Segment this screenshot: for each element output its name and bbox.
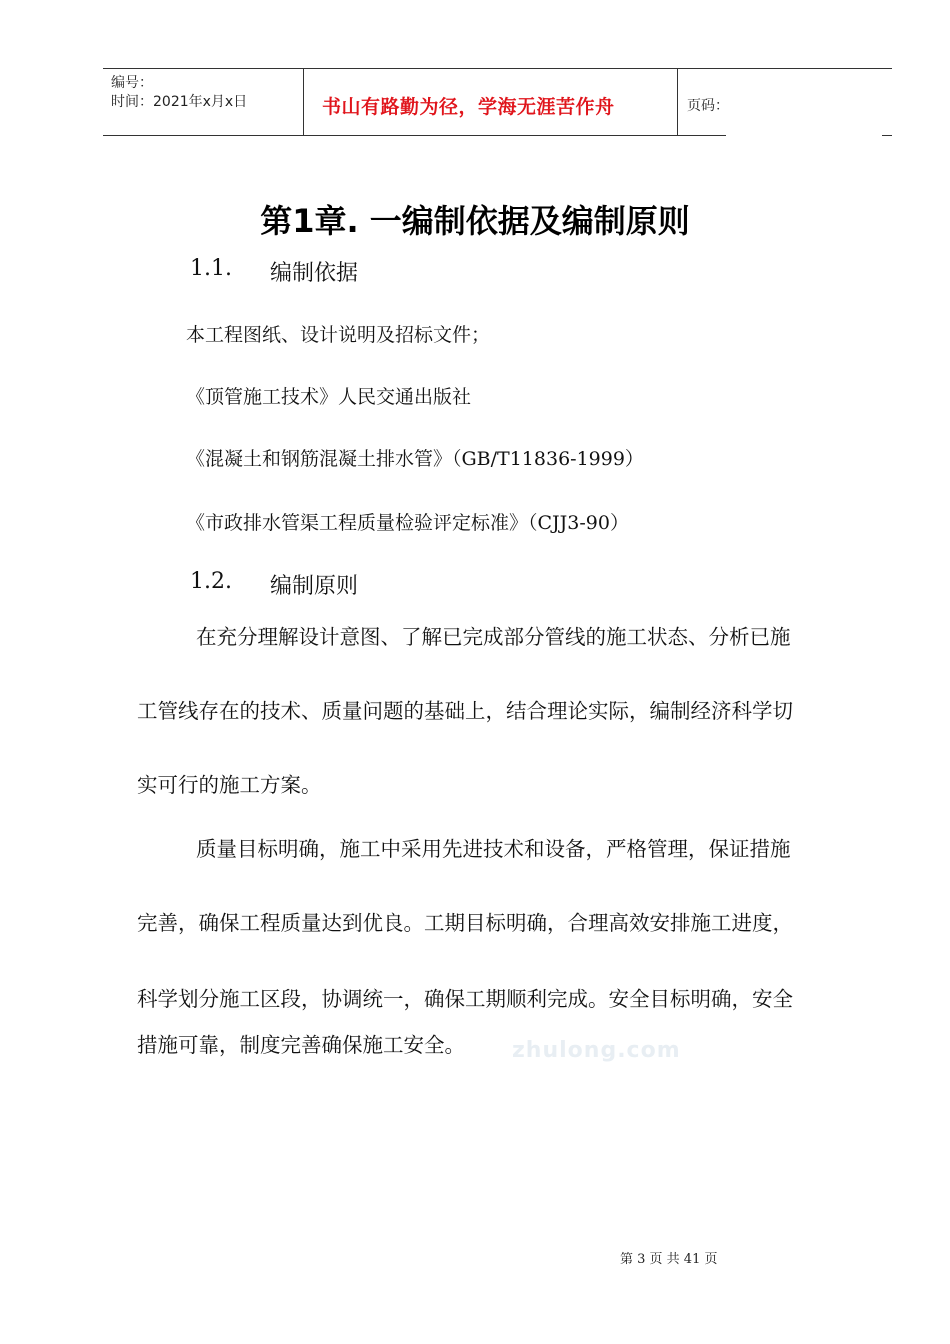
basis-line-3: 《混凝土和钢筋混凝土排水管》（GB/T11836-1999） bbox=[186, 448, 644, 470]
principle-line-3: 实可行的施工方案。 bbox=[137, 773, 322, 797]
principle-line-7: 措施可靠，制度完善确保施工安全。 bbox=[137, 1033, 465, 1057]
section-number: 1.1. bbox=[190, 256, 232, 281]
header-number-label: 编号： bbox=[111, 75, 153, 91]
section-title: 编制原则 bbox=[270, 574, 359, 599]
principle-line-6: 科学划分施工区段，协调统一，确保工期顺利完成。安全目标明确，安全 bbox=[137, 987, 793, 1011]
section-heading-1-1 bbox=[190, 256, 359, 286]
header-divider-1 bbox=[303, 68, 304, 136]
section-number: 1.2. bbox=[190, 569, 232, 594]
chapter-title: 第1章. 一编制依据及编制原则 bbox=[260, 202, 690, 240]
header-divider-2 bbox=[677, 68, 678, 136]
principle-line-5: 完善，确保工程质量达到优良。工期目标明确，合理高效安排施工进度， bbox=[137, 911, 793, 935]
principle-line-1: 在充分理解设计意图、了解已完成部分管线的施工状态、分析已施 bbox=[196, 625, 791, 649]
basis-line-1: 本工程图纸、设计说明及招标文件； bbox=[186, 324, 491, 346]
principle-line-4: 质量目标明确，施工中采用先进技术和设备，严格管理，保证措施 bbox=[196, 837, 791, 861]
page-footer: 第 3 页 共 41 页 bbox=[620, 1252, 718, 1267]
header-bottom-border bbox=[103, 135, 726, 136]
watermark: zhulong.com bbox=[512, 1038, 681, 1063]
header-tick-mark bbox=[882, 135, 892, 136]
principle-line-2: 工管线存在的技术、质量问题的基础上，结合理论实际，编制经济科学切 bbox=[137, 699, 793, 723]
basis-line-2: 《顶管施工技术》人民交通出版社 bbox=[186, 386, 472, 408]
header-motto: 书山有路勤为径，学海无涯苦作舟 bbox=[322, 96, 615, 118]
section-heading-1-2 bbox=[190, 569, 359, 599]
section-title: 编制依据 bbox=[270, 261, 359, 286]
header-time-label: 时间：2021年x月x日 bbox=[111, 94, 248, 110]
header-top-border bbox=[103, 68, 892, 69]
header-page-label: 页码： bbox=[687, 98, 729, 114]
basis-line-4: 《市政排水管渠工程质量检验评定标准》（CJJ3-90） bbox=[186, 512, 629, 534]
